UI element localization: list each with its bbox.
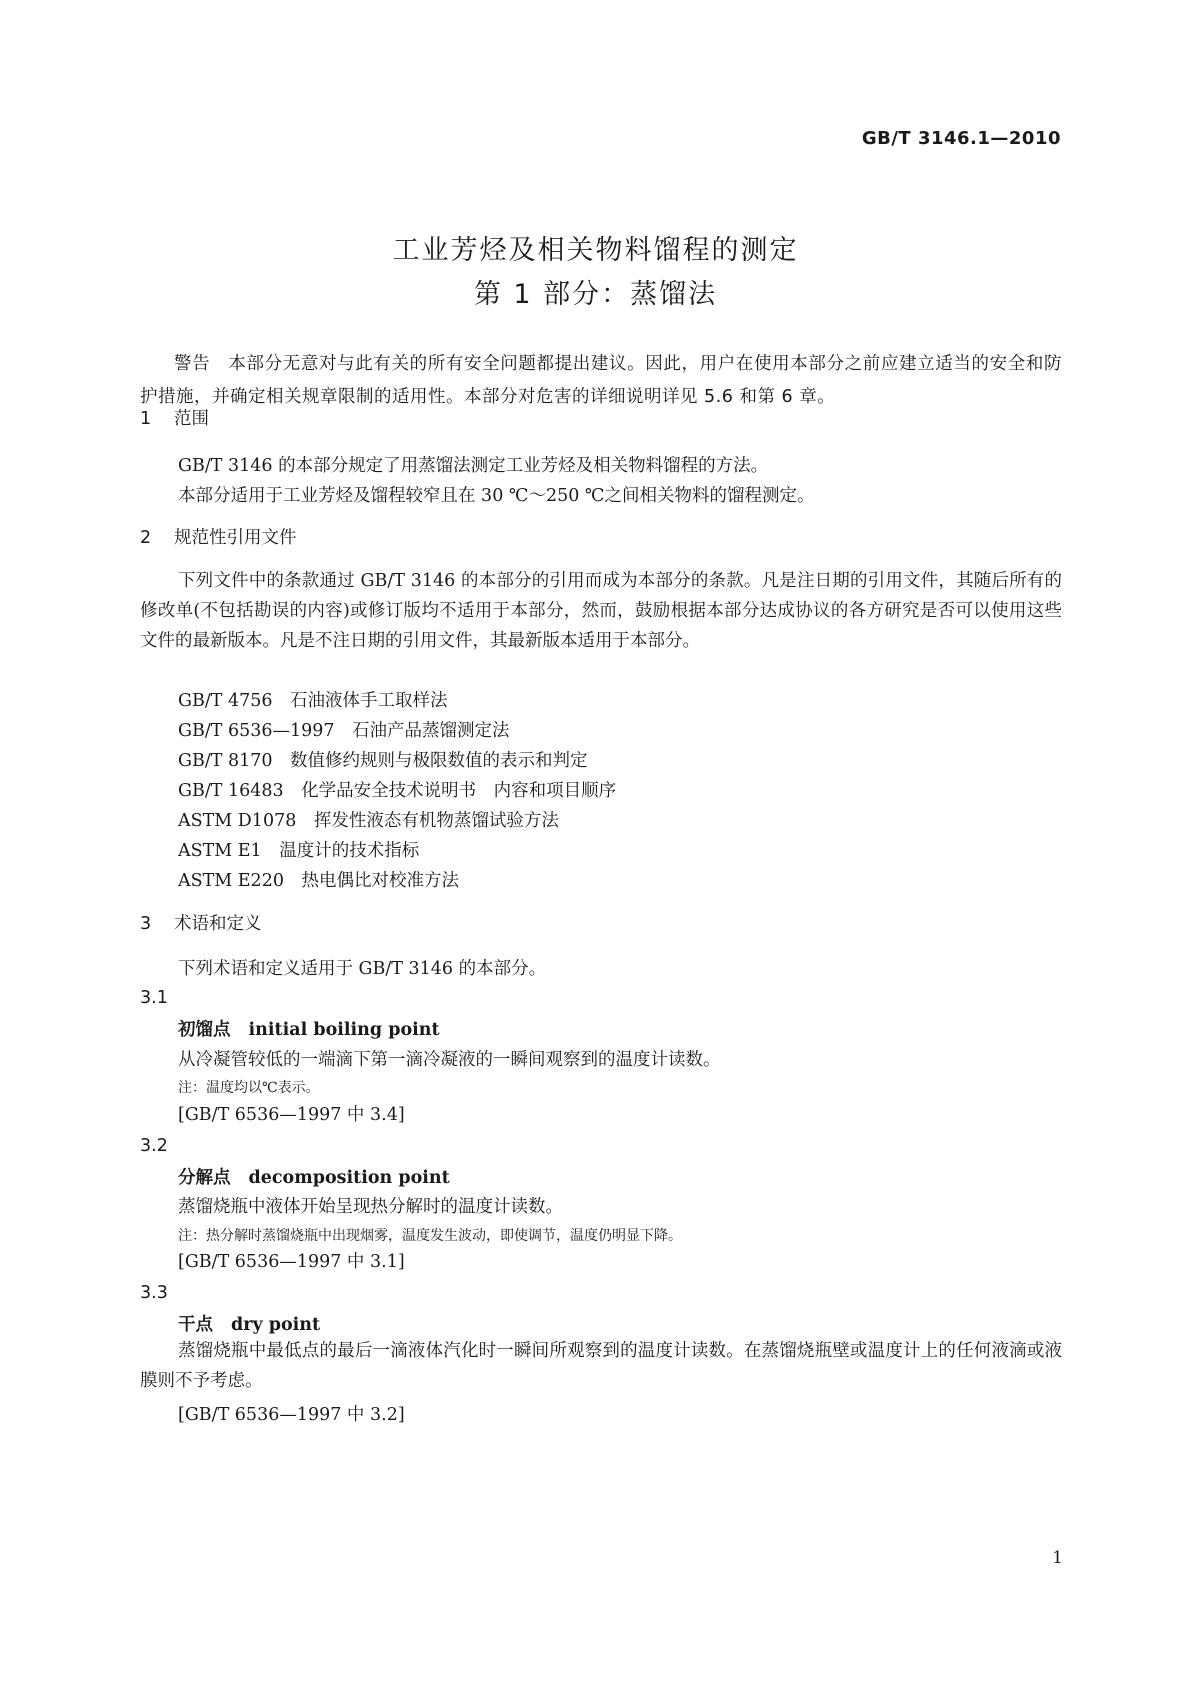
section-title: 范围 <box>174 409 209 429</box>
scope-paragraph-2: 本部分适用于工业芳烃及馏程较窄且在 30 ℃～250 ℃之间相关物料的馏程测定。 <box>178 486 815 506</box>
reference-item <box>178 777 616 802</box>
reference-item <box>178 807 559 832</box>
document-subtitle: 第 1 部分：蒸馏法 <box>473 279 718 310</box>
term-definition: 蒸馏烧瓶中液体开始呈现热分解时的温度计读数。 <box>178 1197 563 1217</box>
reference-item <box>178 747 588 772</box>
term-note: 注：温度均以℃表示。 <box>178 1080 320 1096</box>
term-number: 3.3 <box>140 1283 168 1303</box>
reference-item <box>178 867 459 892</box>
normative-intro <box>140 566 1062 656</box>
reference-code: GB/T 16483 <box>178 781 284 801</box>
page-number: 1 <box>1052 1548 1063 1568</box>
reference-item <box>178 687 448 712</box>
section-number: 3 <box>140 914 152 934</box>
reference-code: ASTM D1078 <box>178 811 297 831</box>
reference-title: 石油液体手工取样法 <box>290 691 448 711</box>
section-heading-scope <box>140 405 209 430</box>
term-name-cn: 干点 <box>178 1315 213 1335</box>
term-name-cn: 初馏点 <box>178 1020 231 1040</box>
section-title: 术语和定义 <box>174 914 262 934</box>
reference-code: GB/T 4756 <box>178 691 273 711</box>
term-source: [GB/T 6536—1997 中 3.1] <box>178 1252 405 1272</box>
term-number: 3.2 <box>140 1136 168 1156</box>
reference-title: 挥发性液态有机物蒸馏试验方法 <box>313 811 559 831</box>
warning-label: 警告 <box>174 354 211 374</box>
section-number: 2 <box>140 528 152 548</box>
reference-code: GB/T 6536—1997 <box>178 721 335 741</box>
reference-code: GB/T 8170 <box>178 751 273 771</box>
section-title: 规范性引用文件 <box>174 528 297 548</box>
section-heading-normative <box>140 524 297 549</box>
section-heading-terms <box>140 910 262 935</box>
term-definition <box>140 1336 1062 1396</box>
term-definition-text: 蒸馏烧瓶中最低点的最后一滴液体汽化时一瞬间所观察到的温度计读数。在蒸馏烧瓶壁或温度计上的任何液滴或液膜则不予考虑。 <box>140 1341 1062 1391</box>
term-name-en: dry point <box>231 1315 321 1335</box>
term-note: 注：热分解时蒸馏烧瓶中出现烟雾，温度发生波动，即使调节，温度仍明显下降。 <box>178 1228 682 1244</box>
document-title: 工业芳烃及相关物料馏程的测定 <box>392 235 799 266</box>
term-name <box>178 1016 440 1041</box>
reference-title: 数值修约规则与极限数值的表示和判定 <box>290 751 588 771</box>
reference-code: ASTM E220 <box>178 871 284 891</box>
warning-text: 本部分无意对与此有关的所有安全问题都提出建议。因此，用户在使用本部分之前应建立适当的安全和防护措施，并确定相关规章限制的适用性。本部分对危害的详细说明详见 5.6 和第 6 章。 <box>140 354 1062 407</box>
normative-intro-text: 下列文件中的条款通过 GB/T 3146 的本部分的引用而成为本部分的条款。凡是注日期的引用文件，其随后所有的修改单(不包括勘误的内容)或修订版均不适用于本部分，然而，鼓励根据本部分达成协议的各方研究是否可以使用这些文件的最新版本。凡是不注日期的引用文件，其最新版本适用于本部分。 <box>140 571 1062 651</box>
term-source: [GB/T 6536—1997 中 3.4] <box>178 1105 405 1125</box>
term-name-cn: 分解点 <box>178 1168 231 1188</box>
reference-title: 热电偶比对校准方法 <box>301 871 459 891</box>
reference-title: 化学品安全技术说明书 内容和项目顺序 <box>301 781 617 801</box>
term-name <box>178 1311 320 1336</box>
term-definition: 从冷凝管较低的一端滴下第一滴冷凝液的一瞬间观察到的温度计读数。 <box>178 1050 721 1070</box>
section-number: 1 <box>140 409 152 429</box>
term-name <box>178 1164 450 1189</box>
term-name-en: initial boiling point <box>248 1020 440 1040</box>
reference-item <box>178 717 510 742</box>
term-name-en: decomposition point <box>248 1168 450 1188</box>
reference-title: 石油产品蒸馏测定法 <box>352 721 510 741</box>
warning-paragraph <box>140 348 1062 414</box>
scope-paragraph-1: GB/T 3146 的本部分规定了用蒸馏法测定工业芳烃及相关物料馏程的方法。 <box>178 456 769 476</box>
term-source: [GB/T 6536—1997 中 3.2] <box>178 1405 405 1425</box>
term-number: 3.1 <box>140 988 168 1008</box>
standard-code: GB/T 3146.1—2010 <box>861 128 1061 149</box>
reference-item <box>178 837 419 862</box>
reference-title: 温度计的技术指标 <box>279 841 420 861</box>
terms-intro: 下列术语和定义适用于 GB/T 3146 的本部分。 <box>178 959 547 979</box>
reference-code: ASTM E1 <box>178 841 262 861</box>
